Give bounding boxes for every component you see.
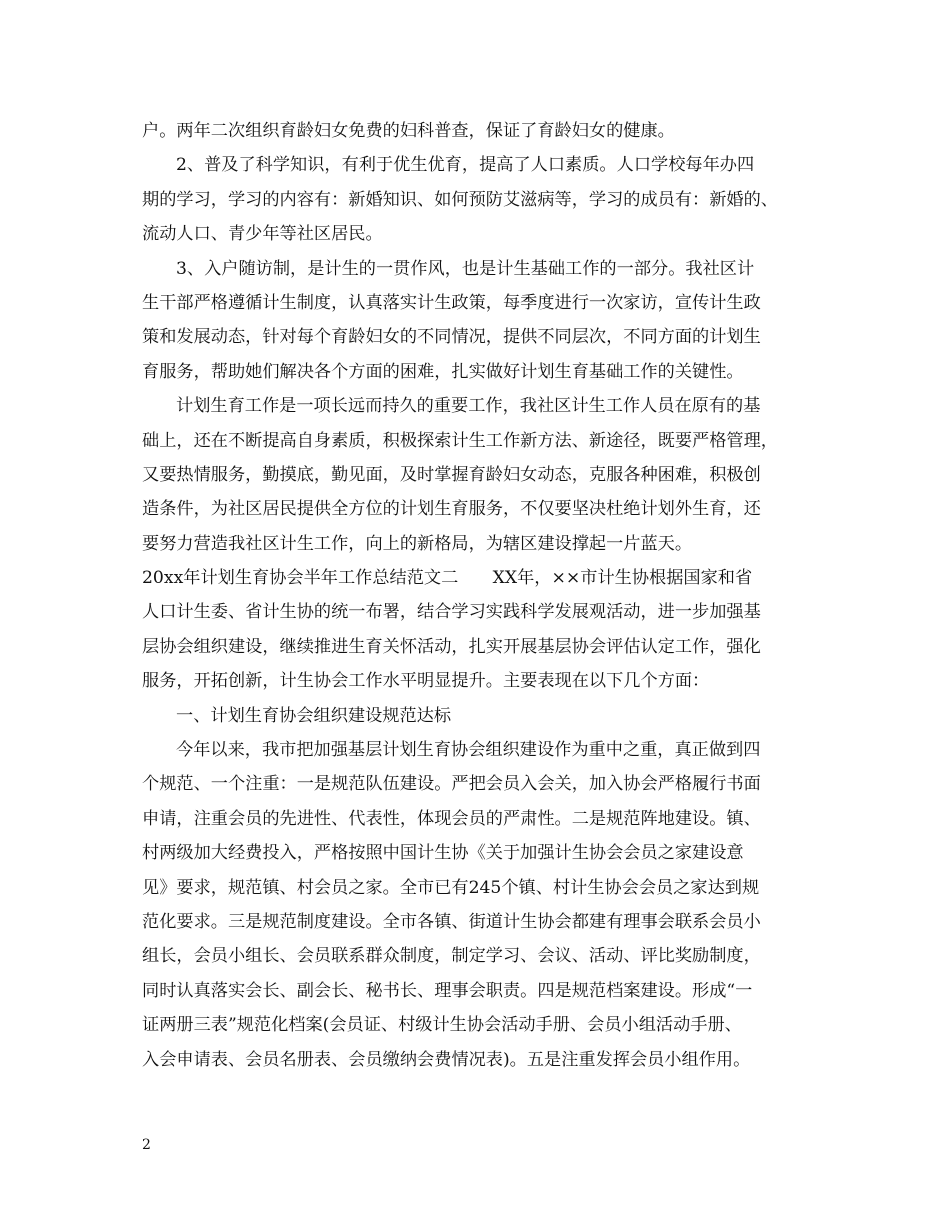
text-line: 流动人口、青少年等社区居民。 xyxy=(142,224,383,245)
text-line: 户。两年二次组织育龄妇女免费的妇科普查，保证了育龄妇女的健康。 xyxy=(142,121,675,141)
text-line: 策和发展动态，针对每个育龄妇女的不同情况，提供不同层次，不同方面的计划生 xyxy=(142,327,761,348)
text-line: 一、计划生育协会组织建设规范达标 xyxy=(176,705,452,726)
text-line: 造条件，为社区居民提供全方位的计划生育服务，不仅要坚决杜绝计划外生育，还 xyxy=(142,499,761,520)
text-line: 础上，还在不断提高自身素质，积极探索计生工作新方法、新途径，既要严格管理， xyxy=(142,430,778,451)
page-number: 2 xyxy=(142,1137,151,1153)
text-line: 育服务，帮助她们解决各个方面的困难，扎实做好计划生育基础工作的关键性。 xyxy=(142,361,744,382)
text-line: 3、入户随访制，是计生的一贯作风，也是计生基础工作的一部分。我社区计 xyxy=(176,258,755,279)
text-line: 范化要求。三是规范制度建设。全市各镇、街道计生协会都建有理事会联系会员小 xyxy=(142,911,761,932)
text-line: 申请，注重会员的先进性、代表性，体现会员的严肃性。二是规范阵地建设。镇、 xyxy=(142,808,761,829)
text-line: 今年以来，我市把加强基层计划生育协会组织建设作为重中之重，真正做到四 xyxy=(176,740,761,761)
text-line: 村两级加大经费投入，严格按照中国计生协《关于加强计生协会会员之家建设意 xyxy=(142,843,744,864)
text-line: 要努力营造我社区计生工作，向上的新格局，为辖区建设撑起一片蓝天。 xyxy=(142,533,693,554)
text-line: 层协会组织建设，继续推进生育关怀活动，扎实开展基层协会评估认定工作，强化 xyxy=(142,636,761,657)
text-line: 见》要求，规范镇、村会员之家。全市已有245个镇、村计生协会会员之家达到规 xyxy=(142,877,760,898)
text-line: 同时认真落实会长、副会长、秘书长、理事会职责。四是规范档案建设。形成“一 xyxy=(142,980,753,1001)
text-line: 个规范、一个注重：一是规范队伍建设。严把会员入会关，加入协会严格履行书面 xyxy=(142,774,761,795)
text-line: 2、普及了科学知识，有利于优生优育，提高了人口素质。人口学校每年办四 xyxy=(176,155,755,176)
text-line: 证两册三表”规范化档案(会员证、村级计生协会活动手册、会员小组活动手册、 xyxy=(142,1015,742,1036)
text-line: 计划生育工作是一项长远而持久的重要工作，我社区计生工作人员在原有的基 xyxy=(176,396,761,417)
text-line: 生干部严格遵循计生制度，认真落实计生政策，每季度进行一次家访，宣传计生政 xyxy=(142,292,761,313)
text-line: 人口计生委、省计生协的统一布署，结合学习实践科学发展观活动，进一步加强基 xyxy=(142,602,761,623)
text-line: 入会申请表、会员名册表、会员缴纳会费情况表)。五是注重发挥会员小组作用。 xyxy=(142,1049,751,1070)
text-line: 组长，会员小组长、会员联系群众制度，制定学习、会议、活动、评比奖励制度， xyxy=(142,946,761,967)
body-text xyxy=(142,114,822,1077)
text-line: 20xx年计划生育协会半年工作总结范文二 XX年，××市计生协根据国家和省 xyxy=(142,568,753,589)
text-line: 又要热情服务，勤摸底，勤见面，及时掌握育龄妇女动态，克服各种困难，积极创 xyxy=(142,464,761,485)
text-line: 服务，开拓创新，计生协会工作水平明显提升。主要表现在以下几个方面： xyxy=(142,671,710,692)
text-line: 期的学习，学习的内容有：新婚知识、如何预防艾滋病等，学习的成员有：新婚的、 xyxy=(142,189,778,210)
